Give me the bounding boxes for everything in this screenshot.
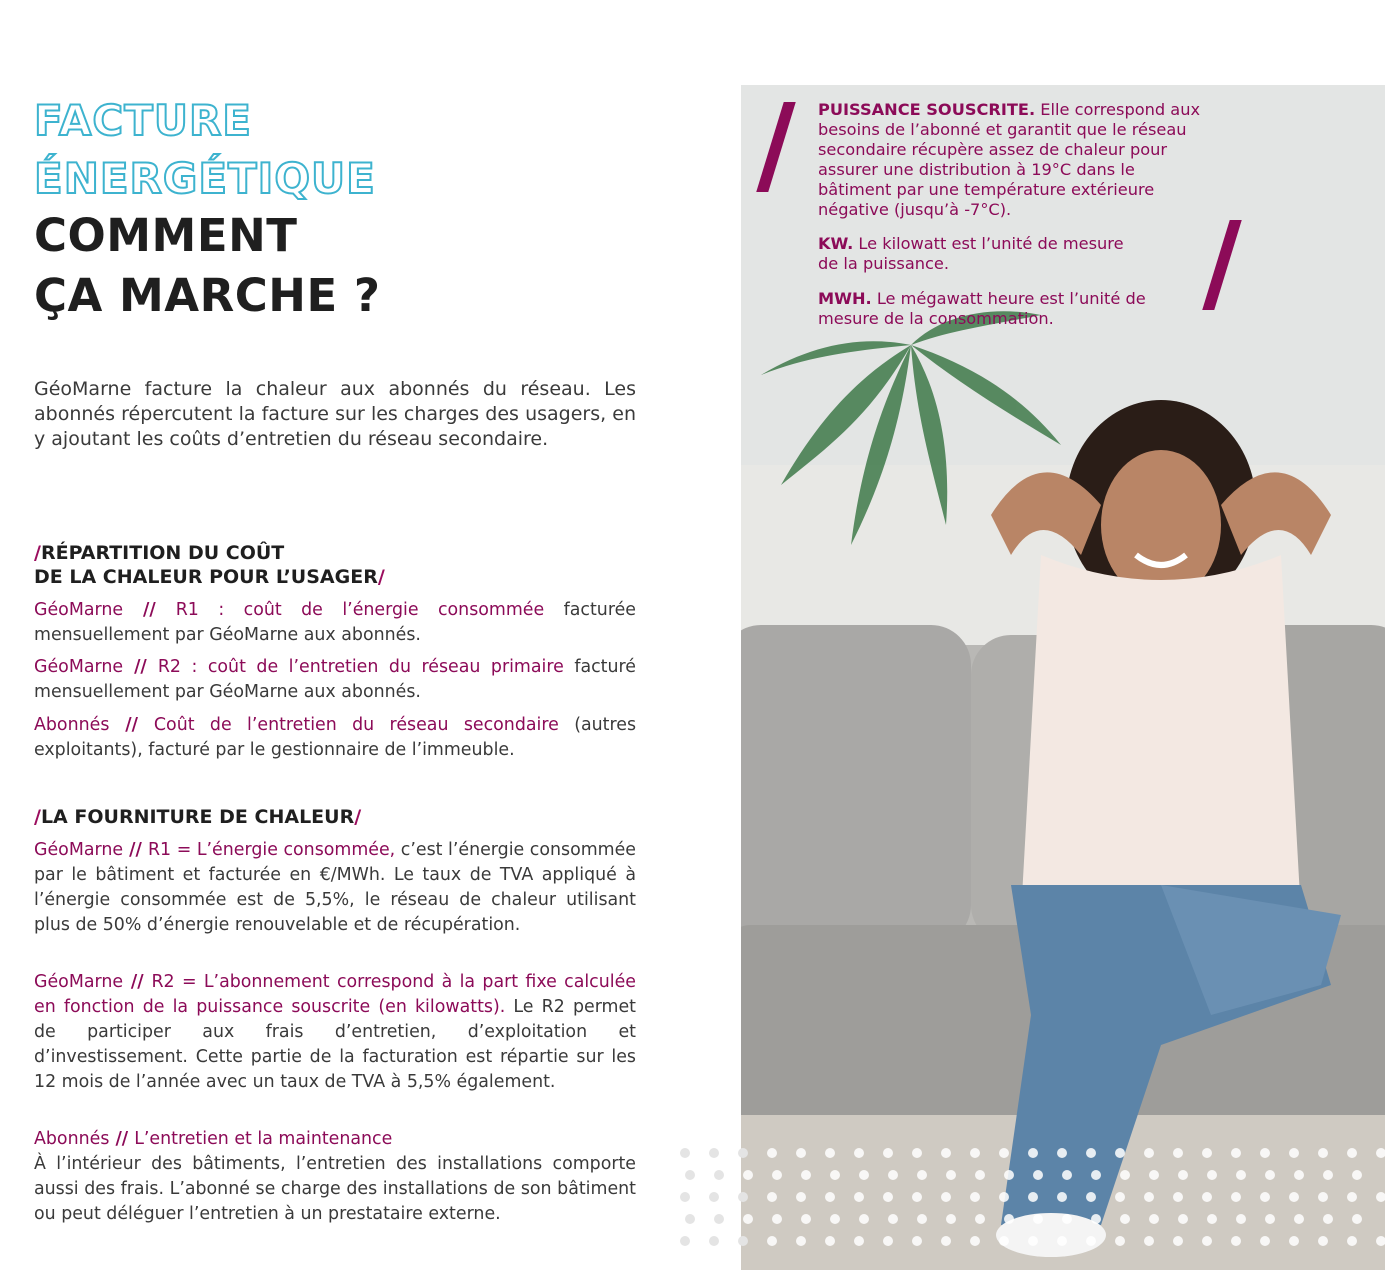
pattern-dot xyxy=(743,1170,753,1180)
pattern-dot xyxy=(970,1148,980,1158)
section-heading-repartition xyxy=(34,541,385,589)
glossary-term: KW. xyxy=(818,234,854,253)
pattern-dot xyxy=(825,1192,835,1202)
item-sep: // xyxy=(123,840,148,860)
intro-paragraph: GéoMarne facture la chaleur aux abonnés du réseau. Les abonnés répercutent la facture sur les charges des usagers, en y ajoutant les coûts d’entretien du réseau secondaire. xyxy=(34,378,636,450)
item-rest: c’est l’énergie consommée par le bâtiment et facturée en €/MWh. Le taux de TVA appliqué à l’énergie consommée est de 5,5%, le réseau de chaleur utilisant plus de 50% d’énergie renouvelable et de récupération. xyxy=(34,840,636,935)
title-line-ca-marche: ÇA MARCHE ? xyxy=(34,269,381,322)
item-sep: // xyxy=(123,657,158,677)
item-rest: facturée mensuellement par GéoMarne aux abonnés. xyxy=(34,600,636,645)
pattern-dot xyxy=(680,1148,690,1158)
pattern-dot xyxy=(825,1236,835,1246)
pattern-dot xyxy=(714,1214,724,1224)
pattern-dot xyxy=(1376,1236,1385,1246)
pattern-dot xyxy=(999,1192,1009,1202)
pattern-dot xyxy=(1323,1170,1333,1180)
item-who: GéoMarne xyxy=(34,657,124,677)
pattern-dot xyxy=(1294,1214,1304,1224)
item-who: GéoMarne xyxy=(34,840,124,860)
pattern-dot xyxy=(1207,1170,1217,1180)
pattern-dot xyxy=(859,1214,869,1224)
pattern-dot xyxy=(1057,1236,1067,1246)
item-who: GéoMarne xyxy=(34,972,124,992)
pattern-dot xyxy=(1144,1236,1154,1246)
pattern-dot xyxy=(970,1236,980,1246)
item-who: Abonnés xyxy=(34,1129,110,1149)
pattern-dot xyxy=(1347,1192,1357,1202)
item-who: Abonnés xyxy=(34,715,110,735)
item-highlight: Coût de l’entretien du réseau secondaire xyxy=(153,715,559,735)
pattern-dot xyxy=(1115,1148,1125,1158)
slash-open: / xyxy=(34,542,41,564)
pattern-dot xyxy=(1091,1170,1101,1180)
slash-close: / xyxy=(377,566,385,588)
pattern-dot xyxy=(975,1170,985,1180)
pattern-dot xyxy=(1265,1214,1275,1224)
pattern-dot xyxy=(1265,1170,1275,1180)
item-highlight: R1 : coût de l’énergie consommée xyxy=(175,600,545,620)
pattern-dot xyxy=(1115,1192,1125,1202)
pattern-dot xyxy=(1347,1236,1357,1246)
pattern-dot xyxy=(767,1148,777,1158)
pattern-dot xyxy=(1091,1214,1101,1224)
pattern-dot xyxy=(709,1236,719,1246)
pattern-dot xyxy=(1149,1214,1159,1224)
pattern-dot xyxy=(1352,1214,1362,1224)
pattern-dot xyxy=(999,1236,1009,1246)
pattern-dot xyxy=(854,1236,864,1246)
pattern-dot xyxy=(1057,1192,1067,1202)
pattern-dot xyxy=(1144,1192,1154,1202)
pattern-dot xyxy=(1178,1214,1188,1224)
pattern-dot xyxy=(680,1192,690,1202)
pattern-dot xyxy=(1352,1170,1362,1180)
pattern-dot xyxy=(1202,1236,1212,1246)
pattern-dot xyxy=(912,1236,922,1246)
pattern-dot xyxy=(1028,1192,1038,1202)
pattern-dot xyxy=(1120,1170,1130,1180)
pattern-dot xyxy=(680,1236,690,1246)
pattern-dot xyxy=(941,1148,951,1158)
pattern-dot xyxy=(767,1236,777,1246)
glossary-mwh xyxy=(818,289,1168,329)
glossary-term: MWH. xyxy=(818,289,872,308)
pattern-dot xyxy=(796,1192,806,1202)
pattern-dot xyxy=(1318,1236,1328,1246)
supply-item-r2 xyxy=(34,970,636,1095)
pattern-dot xyxy=(772,1214,782,1224)
pattern-dot xyxy=(1207,1214,1217,1224)
item-rest: facturé mensuellement par GéoMarne aux abonnés. xyxy=(34,657,636,702)
pattern-dot xyxy=(883,1148,893,1158)
slash-open: / xyxy=(34,806,41,828)
pattern-dot xyxy=(796,1148,806,1158)
pattern-dot xyxy=(830,1170,840,1180)
pattern-dot xyxy=(1144,1148,1154,1158)
pattern-dot xyxy=(714,1170,724,1180)
pattern-dot xyxy=(1033,1214,1043,1224)
glossary-definition: Le kilowatt est l’unité de mesure de la puissance. xyxy=(818,234,1124,273)
item-highlight: L’entretien et la maintenance xyxy=(134,1129,393,1149)
item-rest: Le R2 permet de participer aux frais d’entretien, d’exploitation et d’investissement. Cette partie de la facturation est répartie sur les 12 mois de l’année avec un taux de TVA à 5,5% également. xyxy=(34,997,637,1092)
pattern-dot xyxy=(1202,1192,1212,1202)
pattern-dot xyxy=(772,1170,782,1180)
pattern-dot xyxy=(1294,1170,1304,1180)
pattern-dot xyxy=(1289,1148,1299,1158)
pattern-dot xyxy=(1086,1148,1096,1158)
item-sep: // xyxy=(109,1129,135,1149)
pattern-dot xyxy=(801,1170,811,1180)
pattern-dot xyxy=(946,1170,956,1180)
title-line-facture: FACTURE xyxy=(34,96,252,145)
slash-close: / xyxy=(354,806,362,828)
glossary-puissance xyxy=(818,100,1208,220)
title-line-comment: COMMENT xyxy=(34,209,298,262)
pattern-dot xyxy=(738,1148,748,1158)
item-rest: (autres exploitants), facturé par le gestionnaire de l’immeuble. xyxy=(34,715,637,760)
glossary-term: PUISSANCE SOUSCRITE. xyxy=(818,100,1036,119)
pattern-dot xyxy=(738,1192,748,1202)
pattern-dot xyxy=(917,1170,927,1180)
pattern-dot xyxy=(767,1192,777,1202)
pattern-dot xyxy=(1178,1170,1188,1180)
pattern-dot xyxy=(1057,1148,1067,1158)
pattern-dot xyxy=(709,1148,719,1158)
pattern-dot xyxy=(888,1214,898,1224)
pattern-dot xyxy=(1318,1192,1328,1202)
pattern-dot xyxy=(1004,1170,1014,1180)
pattern-dot xyxy=(1236,1214,1246,1224)
item-highlight: R1 = L’énergie consommée, xyxy=(147,840,396,860)
pattern-dot xyxy=(1231,1236,1241,1246)
heading-line: LA FOURNITURE DE CHALEUR xyxy=(40,806,355,828)
pattern-dot xyxy=(801,1214,811,1224)
pattern-dot xyxy=(912,1192,922,1202)
pattern-dot xyxy=(999,1148,1009,1158)
pattern-dot xyxy=(854,1148,864,1158)
title-line-energetique: ÉNERGÉTIQUE xyxy=(34,154,376,203)
pattern-dot xyxy=(743,1214,753,1224)
pattern-dot xyxy=(1318,1148,1328,1158)
pattern-dot xyxy=(1173,1148,1183,1158)
pattern-dot xyxy=(1376,1192,1385,1202)
pattern-dot xyxy=(825,1148,835,1158)
heading-line: DE LA CHALEUR POUR L’USAGER xyxy=(34,566,378,588)
pattern-dot xyxy=(970,1192,980,1202)
item-highlight: R2 : coût de l’entretien du réseau primaire xyxy=(157,657,564,677)
pattern-dot xyxy=(883,1236,893,1246)
pattern-dot xyxy=(1028,1236,1038,1246)
glossary-definition: Elle correspond aux besoins de l’abonné et garantit que le réseau secondaire récupère assez de chaleur pour assurer une distribution à 19°C dans le bâtiment par une température extérieure négative (jusqu’à -7°C). xyxy=(818,100,1201,219)
pattern-dot xyxy=(912,1148,922,1158)
pattern-dot xyxy=(1376,1148,1385,1158)
pattern-dot xyxy=(685,1214,695,1224)
pattern-dot xyxy=(888,1170,898,1180)
item-highlight: R2 = L’abonnement correspond à la part fixe calculée en fonction de la puissance souscrite (en kilowatts). xyxy=(34,972,636,1017)
pattern-dot xyxy=(1086,1236,1096,1246)
item-sep: // xyxy=(123,600,176,620)
pattern-dot xyxy=(1260,1236,1270,1246)
pattern-dot xyxy=(1086,1192,1096,1202)
pattern-dot xyxy=(1004,1214,1014,1224)
pattern-dot xyxy=(917,1214,927,1224)
pattern-dot xyxy=(796,1236,806,1246)
pattern-dot xyxy=(1028,1148,1038,1158)
glossary-definition: Le mégawatt heure est l’unité de mesure de la consommation. xyxy=(818,289,1146,328)
pattern-dot xyxy=(1323,1214,1333,1224)
cost-item-r2 xyxy=(34,655,636,705)
pattern-dot xyxy=(1289,1192,1299,1202)
pattern-dot xyxy=(859,1170,869,1180)
pattern-dot xyxy=(1260,1148,1270,1158)
pattern-dot xyxy=(1062,1170,1072,1180)
cost-item-secondary xyxy=(34,713,636,763)
pattern-dot xyxy=(738,1236,748,1246)
pattern-dot xyxy=(975,1214,985,1224)
pattern-dot xyxy=(1062,1214,1072,1224)
item-sep: // xyxy=(109,715,154,735)
pattern-dot xyxy=(830,1214,840,1224)
cost-item-r1 xyxy=(34,598,636,648)
pattern-dot xyxy=(709,1192,719,1202)
pattern-dot xyxy=(1173,1236,1183,1246)
pattern-dot xyxy=(941,1192,951,1202)
pattern-dot xyxy=(1149,1170,1159,1180)
pattern-dot xyxy=(1231,1148,1241,1158)
pattern-dot xyxy=(1202,1148,1212,1158)
pattern-dot xyxy=(946,1214,956,1224)
pattern-dot xyxy=(941,1236,951,1246)
pattern-dot xyxy=(1120,1214,1130,1224)
pattern-dot xyxy=(1173,1192,1183,1202)
pattern-dot xyxy=(1115,1236,1125,1246)
item-sep: // xyxy=(123,972,152,992)
glossary-kw xyxy=(818,234,1148,274)
heading-line: RÉPARTITION DU COÛT xyxy=(40,542,285,564)
pattern-dot xyxy=(1289,1236,1299,1246)
pattern-dot xyxy=(1347,1148,1357,1158)
pattern-dot xyxy=(1231,1192,1241,1202)
pattern-dot xyxy=(1260,1192,1270,1202)
supply-item-r1 xyxy=(34,838,636,938)
section-heading-fourniture xyxy=(34,805,361,829)
pattern-dot xyxy=(685,1170,695,1180)
pattern-dot xyxy=(854,1192,864,1202)
pattern-dot xyxy=(1033,1170,1043,1180)
item-who: GéoMarne xyxy=(34,600,124,620)
pattern-dot xyxy=(1236,1170,1246,1180)
pattern-dot xyxy=(883,1192,893,1202)
item-rest: À l’intérieur des bâtiments, l’entretien des installations comporte aussi des frais. L’abonné se charge des installations de son bâtiment ou peut déléguer l’entretien à un prestataire externe. xyxy=(34,1154,636,1224)
supply-item-maintenance xyxy=(34,1127,636,1227)
